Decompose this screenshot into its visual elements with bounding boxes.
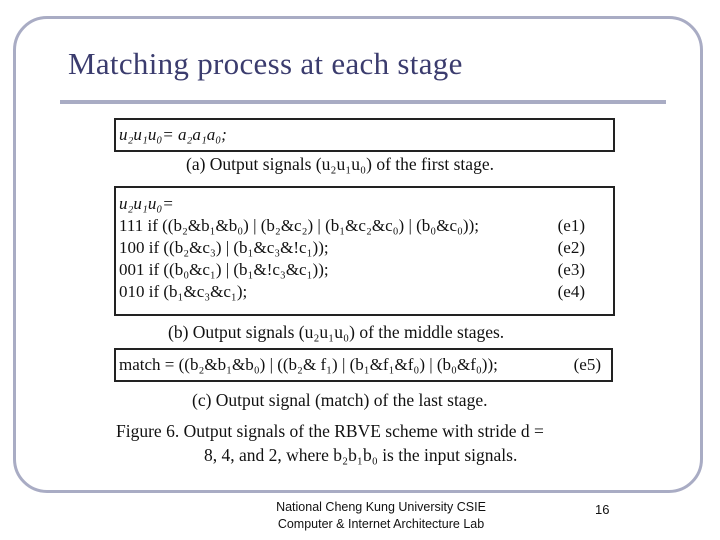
caption-b: (b) Output signals (u₂u₁u₀) of the middle stages. bbox=[168, 322, 505, 342]
footer-line1: National Cheng Kung University CSIE bbox=[276, 500, 486, 514]
equation-tag: (e3) bbox=[557, 260, 585, 279]
equation-b-header bbox=[119, 193, 613, 215]
equation-expr: 010 if (b₁&c₃&c₁); bbox=[119, 282, 248, 301]
caption-a: (a) Output signals (u₂u₁u₀) of the first stage. bbox=[186, 154, 494, 174]
equation-box-a bbox=[114, 118, 615, 152]
equation-row bbox=[119, 215, 613, 237]
slide-title: Matching process at each stage bbox=[68, 46, 463, 81]
equation-row bbox=[119, 259, 613, 281]
equation-row bbox=[119, 237, 613, 259]
equation-expr: 100 if ((b₂&c₃) | (b₁&c₃&!c₁)); bbox=[119, 238, 329, 257]
equation-tag: (e4) bbox=[557, 282, 585, 301]
equation-row bbox=[119, 281, 613, 303]
figure-caption-line2: 8, 4, and 2, where b₂b₁b₀ is the input signals. bbox=[204, 445, 518, 465]
equation-expr: 001 if ((b₀&c₁) | (b₁&!c₃&c₁)); bbox=[119, 260, 329, 279]
equation-tag: (e5) bbox=[573, 355, 601, 374]
equation-b-header-text: u₂u₁u₀= bbox=[119, 194, 174, 213]
footer-line2: Computer & Internet Architecture Lab bbox=[277, 517, 485, 531]
equation-box-c bbox=[114, 348, 613, 382]
equation-c: match = ((b₂&b₁&b₀) | ((b₂& f₁) | (b₁&f₁&f₀) | (b₀&f₀)); bbox=[119, 355, 498, 374]
caption-c: (c) Output signal (match) of the last stage. bbox=[192, 390, 488, 410]
equation-tag: (e1) bbox=[557, 216, 585, 235]
equation-expr: 111 if ((b₂&b₁&b₀) | (b₂&c₂) | (b₁&c₂&c₀) | (b₀&c₀)); bbox=[119, 216, 479, 235]
page-number: 16 bbox=[595, 502, 610, 517]
title-underline bbox=[60, 100, 666, 104]
equation-box-b bbox=[114, 186, 615, 316]
equation-a: u₂u₁u₀= a₂a₁a₀; bbox=[119, 125, 227, 144]
figure-caption-line1: Figure 6. Output signals of the RBVE scheme with stride d = bbox=[116, 421, 544, 441]
equation-tag: (e2) bbox=[557, 238, 585, 257]
